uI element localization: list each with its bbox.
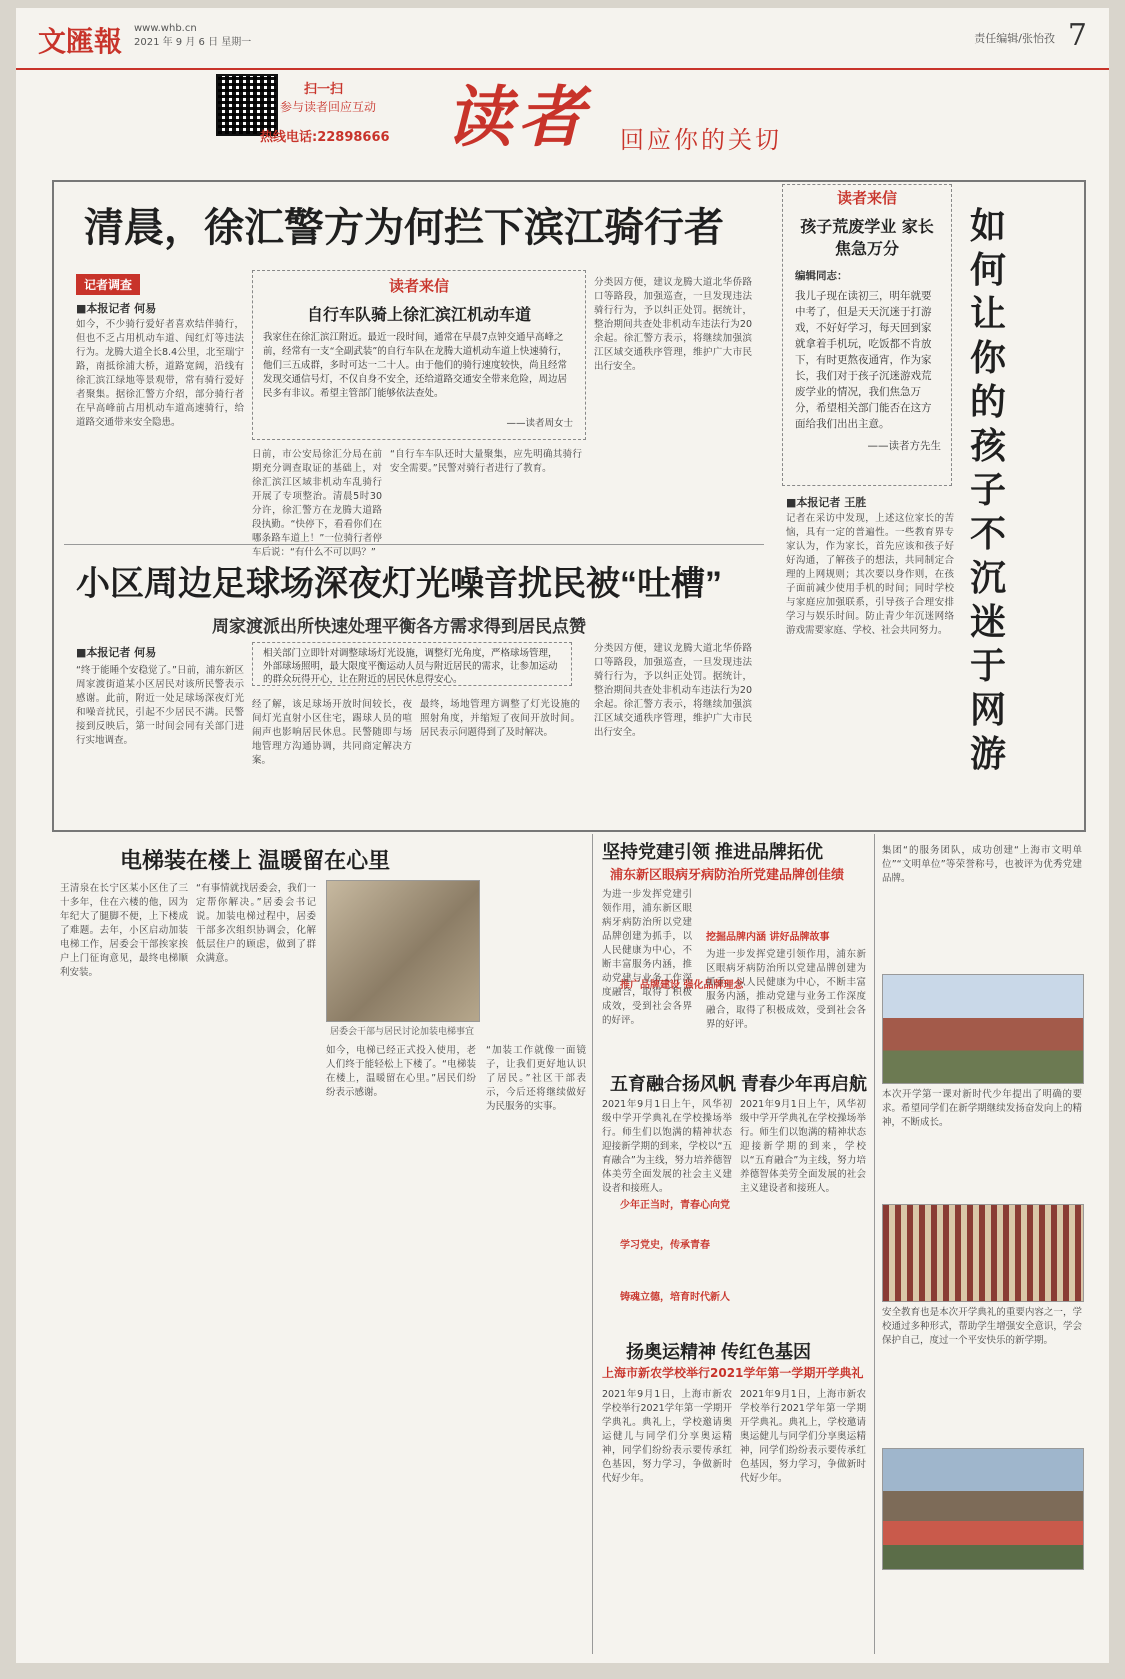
article2-column-2: 经了解，该足球场开放时间较长，夜间灯光直射小区住宅，踢球人员的喧闹声也影响居民休息。民警随即与场地管理方沟通协调，共同商定解决方案。 <box>252 699 412 766</box>
article1-column-2: 日前，市公安局徐汇分局在前期充分调查取证的基础上，对徐汇滨江区域非机动车乱骑行开展了专项整治。清晨5时30分许，徐汇警方在龙腾大道路段执勤。“快停下，看看你们在哪条路车道上！”一位骑行者停车后说：“有什么不可以吗？” <box>252 449 382 558</box>
article1-byline: ■本报记者 何易 <box>76 302 157 315</box>
column-divider <box>874 834 875 1654</box>
article5-sub1: 少年正当时，青春心向党 <box>620 1200 730 1211</box>
site-url[interactable]: www.whb.cn <box>134 23 197 34</box>
article5-column-2: 2021年9月1日上午，风华初级中学开学典礼在学校操场举行。师生们以饱满的精神状态迎接新学期的到来，学校以“五育融合”为主线，努力培养德智体美劳全面发展的社会主义建设者和接班人。 <box>740 1099 866 1194</box>
scan-label: 扫一扫 <box>304 82 344 97</box>
article4-sub1: 挖掘品牌内涵 讲好品牌故事 <box>706 932 830 943</box>
article6-column-1: 2021年9月1日，上海市新农学校举行2021学年第一学期开学典礼。典礼上，学校邀请奥运健儿与同学们分享奥运精神，同学们纷纷表示要传承红色基因，努力学习，争做新时代好少年。 <box>602 1389 732 1484</box>
letter2-column: 记者在采访中发现，上述这位家长的苦恼，具有一定的普遍性。一些教育界专家认为，作为家长，首先应该和孩子好好沟通，了解孩子的想法，共同制定合理的上网规则；其次要以身作则，在孩子面前减少使用手机的时间；同时学校与家庭应加强联系，引导孩子合理安排学习与娱乐时间。防止青少年沉迷网络游戏需要家庭、学校、社会共同努力。 <box>786 513 954 636</box>
article2-column-3: 最终，场地管理方调整了灯光设施的照射角度，并缩短了夜间开放时间。居民表示问题得到了及时解决。 <box>420 699 580 738</box>
article3-column-3: 如今，电梯已经正式投入使用，老人们终于能轻松上下楼了。“电梯装在楼上，温暖留在心里。”居民们纷纷表示感谢。 <box>326 1045 476 1098</box>
page-number: 7 <box>1067 18 1087 53</box>
newspaper-logo: 文匯報 <box>38 25 123 58</box>
divider <box>64 544 764 545</box>
inset-body: 我家住在徐汇滨江附近。最近一段时间，通常在早晨7点钟交通早高峰之前，经常有一支“全副武装”的自行车队在龙腾大道机动车道上快速骑行，他们三五成群，多时可达一二十人。由于他们的骑行速度较快，尚且经常发现交通信号灯，不仅自身不安全，还给道路交通安全带来危险，周边居民多有非议。希望主管部门能够依法查处。 <box>263 332 568 399</box>
right-column-mid: 本次开学第一课对新时代少年提出了明确的要求。希望同学们在新学期继续发扬奋发向上的精神，不断成长。 <box>882 1089 1082 1128</box>
issue-date: 2021 年 9 月 6 日 星期一 <box>134 37 252 48</box>
article6-headline: 扬奥运精神 传红色基因 <box>626 1342 811 1362</box>
hotline: 热线电话:22898666 <box>260 130 390 145</box>
article2-quote <box>252 642 572 686</box>
letter2-byline: ■本报记者 王胜 <box>786 496 867 509</box>
article2-quote-text: 相关部门立即针对调整球场灯光设施，调整灯光角度，严格球场管理，外部球场照明，最大限度平衡运动人员与附近居民的需求，让参加运动的群众玩得开心，让在附近的居民休息得安心。 <box>263 648 558 685</box>
ceremony-photo <box>882 1204 1084 1302</box>
inset-sign: ——读者周女士 <box>506 418 573 429</box>
newspaper-page <box>16 8 1109 1663</box>
article4-sub2: 推广品牌建设 强化品牌理念 <box>620 980 744 991</box>
masthead-meta <box>134 22 251 50</box>
article6-column-2: 2021年9月1日，上海市新农学校举行2021学年第一学期开学典礼。典礼上，学校邀请奥运健儿与同学们分享奥运精神，同学们纷纷表示要传承红色基因，努力学习，争做新时代好少年。 <box>740 1389 866 1484</box>
article5-sub2: 学习党史，传承青春 <box>620 1240 710 1251</box>
inset-label: 读者来信 <box>388 277 449 295</box>
section-subtitle: 回应你的关切 <box>620 126 782 154</box>
article4-headline: 坚持党建引领 推进品牌拓优 <box>602 842 823 862</box>
reader-letter-inset-1 <box>252 270 586 440</box>
photo-caption: 居委会干部与居民讨论加装电梯事宜 <box>329 1027 474 1037</box>
article3-column-2: “有事情就找居委会，我们一定帮你解决。”居委会书记说。加装电梯过程中，居委干部多次组织协调会，化解低层住户的顾虑，做到了群众满意。 <box>196 883 316 964</box>
article1-tag: 记者调查 <box>76 274 140 295</box>
article1-headline: 清晨，徐汇警方为何拦下滨江骑行者 <box>84 206 724 250</box>
column-divider <box>592 834 593 1654</box>
letter2-title: 孩子荒废学业 家长焦急万分 <box>800 217 934 258</box>
article6-subhead: 上海市新农学校举行2021学年第一学期开学典礼 <box>602 1366 864 1380</box>
article3-headline: 电梯装在楼上 温暖留在心里 <box>120 848 391 873</box>
article2-subhead: 周家渡派出所快速处理平衡各方需求得到居民点赞 <box>212 617 586 637</box>
inset-title: 自行车队骑上徐汇滨江机动车道 <box>306 305 531 324</box>
article1-column-3: “自行车车队还时大量聚集，应先明确其骑行安全需要。”民警对骑行者进行了教育。 <box>390 449 582 474</box>
article1-column-1: 如今，不少骑行爱好者喜欢结伴骑行，但也不乏占用机动车道、闯红灯等违法行为。龙腾大道全长8.4公里，北至瑞宁路，南抵徐浦大桥，道路宽阔，沿线有徐汇滨江绿地等景观带，常有骑行爱好者聚集。据徐汇警方介绍，部分骑行者在早高峰前占用机动车道高速骑行，给道路交通带来安全隐患。 <box>76 319 244 428</box>
article4-column-1: 为进一步发挥党建引领作用，浦东新区眼病牙病防治所以党建品牌创建为抓手，以人民健康为中心，不断丰富服务内涵，推动党建与业务工作深度融合，取得了积极成效，受到社会各界的好评。 <box>602 889 692 1026</box>
article2-column-1: “终于能睡个安稳觉了。”日前，浦东新区周家渡街道某小区居民对该所民警表示感谢。此前，附近一处足球场深夜灯光和噪音扰民，引起不少居民不满。民警接到反映后，第一时间会同有关部门进行实地调查。 <box>76 665 244 746</box>
article5-column-1: 2021年9月1日上午，风华初级中学开学典礼在学校操场举行。师生们以饱满的精神状态迎接新学期的到来，学校以“五育融合”为主线，努力培养德智体美劳全面发展的社会主义建设者和接班人。 <box>602 1099 732 1194</box>
article2-column-4: 分类因方便，建议龙腾大道北华侨路口等路段，加强巡查，一旦发现违法骑行行为，予以纠正处罚。据统计，整治期间共查处非机动车违法行为20余起。徐汇警方表示，将继续加强滨江区域交通秩序管理，维护广大市民出行安全。 <box>594 643 752 738</box>
students-photo <box>882 1448 1084 1570</box>
vertical-headline: 如何让你的孩子不沉迷于网游 <box>969 205 1006 775</box>
school-building-photo <box>882 974 1084 1084</box>
letter2-greeting: 编辑同志： <box>795 270 848 282</box>
section-title: 读者 <box>446 78 590 156</box>
letter2-body: 我儿子现在读初三，明年就要中考了，但是天天沉迷于打游戏，不好好学习，每天回到家就拿着手机玩，吃饭都不肯放下，有时更熬夜通宵，作为家长，我们对于孩子沉迷游戏荒废学业的情况，我们焦急万分，希望相关部门能否在这方面给我们出出主意。 <box>795 290 932 430</box>
right-column-bottom: 安全教育也是本次开学典礼的重要内容之一，学校通过多种形式，帮助学生增强安全意识，学会保护自己，度过一个平安快乐的新学期。 <box>882 1307 1082 1346</box>
right-column-top: 集团“的服务团队，成功创建“上海市文明单位”“文明单位”等荣誉称号，也被评为优秀党建品牌。 <box>882 845 1082 884</box>
scan-sub-label: 参与读者回应互动 <box>280 100 377 114</box>
elevator-meeting-photo <box>326 880 480 1022</box>
article4-subhead: 浦东新区眼病牙病防治所党建品牌创佳绩 <box>610 868 845 883</box>
article4-column-2: 为进一步发挥党建引领作用，浦东新区眼病牙病防治所以党建品牌创建为抓手，以人民健康为中心，不断丰富服务内涵，推动党建与业务工作深度融合，取得了积极成效，受到社会各界的好评。 <box>706 949 866 1030</box>
letter2-sign: ——读者方先生 <box>867 440 941 452</box>
article2-byline: ■本报记者 何易 <box>76 646 157 659</box>
article3-column-1: 王清泉在长宁区某小区住了三十多年，住在六楼的他，因为年纪大了腿脚不便，上下楼成了难题。去年，小区启动加装电梯工作，居委会干部挨家挨户上门征询意见，最终电梯顺利安装。 <box>60 883 188 978</box>
article1-column-4: 分类因方便，建议龙腾大道北华侨路口等路段，加强巡查，一旦发现违法骑行行为，予以纠正处罚。据统计，整治期间共查处非机动车违法行为20余起。徐汇警方表示，将继续加强滨江区域交通秩序管理，维护广大市民出行安全。 <box>594 277 752 372</box>
reader-letter-inset-2 <box>782 184 952 486</box>
article5-headline: 五育融合扬风帆 青春少年再启航 <box>610 1074 867 1094</box>
article2-headline: 小区周边足球场深夜灯光噪音扰民被“吐槽” <box>76 565 722 603</box>
article3-column-4: “加装工作就像一面镜子，让我们更好地认识了居民。”社区干部表示，今后还将继续做好为民服务的实事。 <box>486 1045 586 1112</box>
letter2-label: 读者来信 <box>836 189 897 207</box>
editor-credit: 责任编辑/张怡孜 <box>974 32 1055 45</box>
article5-sub3: 铸魂立德，培育时代新人 <box>620 1292 730 1303</box>
